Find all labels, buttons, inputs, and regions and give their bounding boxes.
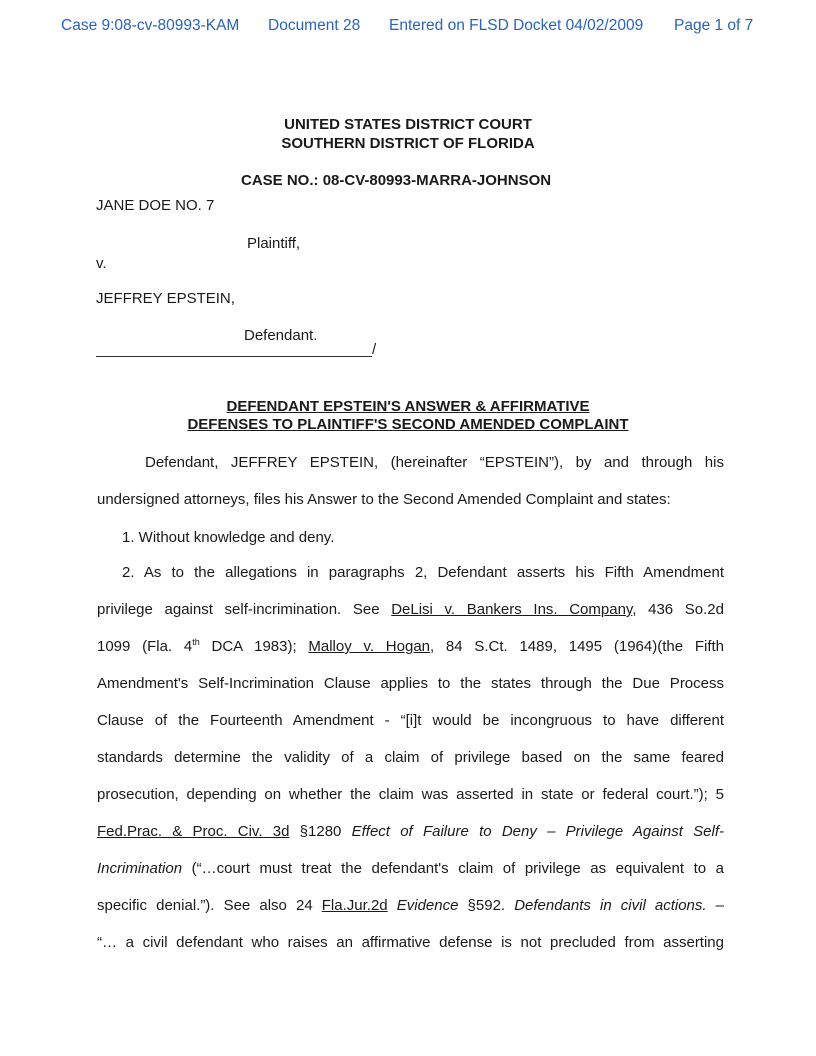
case-number-label: CASE NO.:	[241, 172, 319, 189]
caption-slash: /	[372, 341, 377, 358]
header-case-number: Case 9:08-cv-80993-KAM	[61, 17, 240, 34]
intro-paragraph	[97, 444, 724, 518]
citation-malloy: Malloy v. Hogan	[308, 638, 430, 655]
item2-line-1: 2. As to the allegations in paragraphs 2, Defendant asserts his Fifth Amendment	[122, 564, 724, 581]
item2-line-5: Clause of the Fourteenth Amendment - “[i]t would be incongruous to have different	[97, 712, 724, 729]
item2-line-8: Fed.Prac. & Proc. Civ. 3d §1280 Effect of Failure to Deny – Privilege Against Self-	[97, 823, 724, 840]
item2-line-3: 1099 (Fla. 4th DCA 1983); Malloy v. Hogan, 84 S.Ct. 1489, 1495 (1964)(the Fifth	[97, 637, 725, 655]
court-district: SOUTHERN DISTRICT OF FLORIDA	[281, 135, 535, 152]
case-number-value: 08-CV-80993-MARRA-JOHNSON	[322, 172, 552, 189]
citation-fedprac: Fed.Prac. & Proc. Civ. 3d	[97, 823, 290, 840]
citation-delisi: DeLisi v. Bankers Ins. Company	[391, 601, 633, 618]
item2-line-10: specific denial.”). See also 24 Fla.Jur.2d Evidence §592. Defendants in civil actions. –	[97, 897, 725, 914]
item2-line-2: privilege against self-incrimination. See DeLisi v. Bankers Ins. Company, 436 So.2d	[97, 601, 724, 618]
citation-flajur: Fla.Jur.2d	[321, 897, 388, 914]
item2-line-7: prosecution, depending on whether the claim was asserted in state or federal court.”); 5	[97, 786, 724, 803]
item2-line-9: Incrimination (“…court must treat the defendant's claim of privilege as equivalent to a	[97, 860, 724, 877]
defendant-name: JEFFREY EPSTEIN,	[96, 290, 235, 307]
intro-line-2: undersigned attorneys, files his Answer to the Second Amended Complaint and states:	[97, 491, 671, 508]
court-name: UNITED STATES DISTRICT COURT	[284, 116, 532, 133]
answer-item-1: 1. Without knowledge and deny.	[122, 529, 335, 546]
plaintiff-role: Plaintiff,	[247, 235, 301, 252]
document-title-line2: DEFENSES TO PLAINTIFF'S SECOND AMENDED COMPLAINT	[187, 416, 629, 433]
document-title-line1: DEFENDANT EPSTEIN'S ANSWER & AFFIRMATIVE	[226, 398, 590, 415]
versus: v.	[96, 255, 107, 272]
header-page-count: Page 1 of 7	[674, 17, 754, 34]
item2-line-11: “… a civil defendant who raises an affirmative defense is not precluded from asserting	[97, 934, 724, 951]
header-document-number: Document 28	[268, 17, 361, 34]
answer-item-2	[97, 554, 724, 961]
header-entered-date: Entered on FLSD Docket 04/02/2009	[389, 17, 644, 34]
caption-signature-line	[96, 356, 372, 357]
intro-line-1: Defendant, JEFFREY EPSTEIN, (hereinafter “EPSTEIN”), by and through his	[145, 454, 724, 471]
case-number-line	[241, 172, 551, 189]
defendant-role: Defendant.	[244, 327, 318, 344]
item2-line-6: standards determine the validity of a claim of privilege based on the same feared	[97, 749, 724, 766]
plaintiff-name: JANE DOE NO. 7	[96, 197, 215, 214]
item2-line-4: Amendment's Self-Incrimination Clause applies to the states through the Due Process	[97, 675, 724, 692]
